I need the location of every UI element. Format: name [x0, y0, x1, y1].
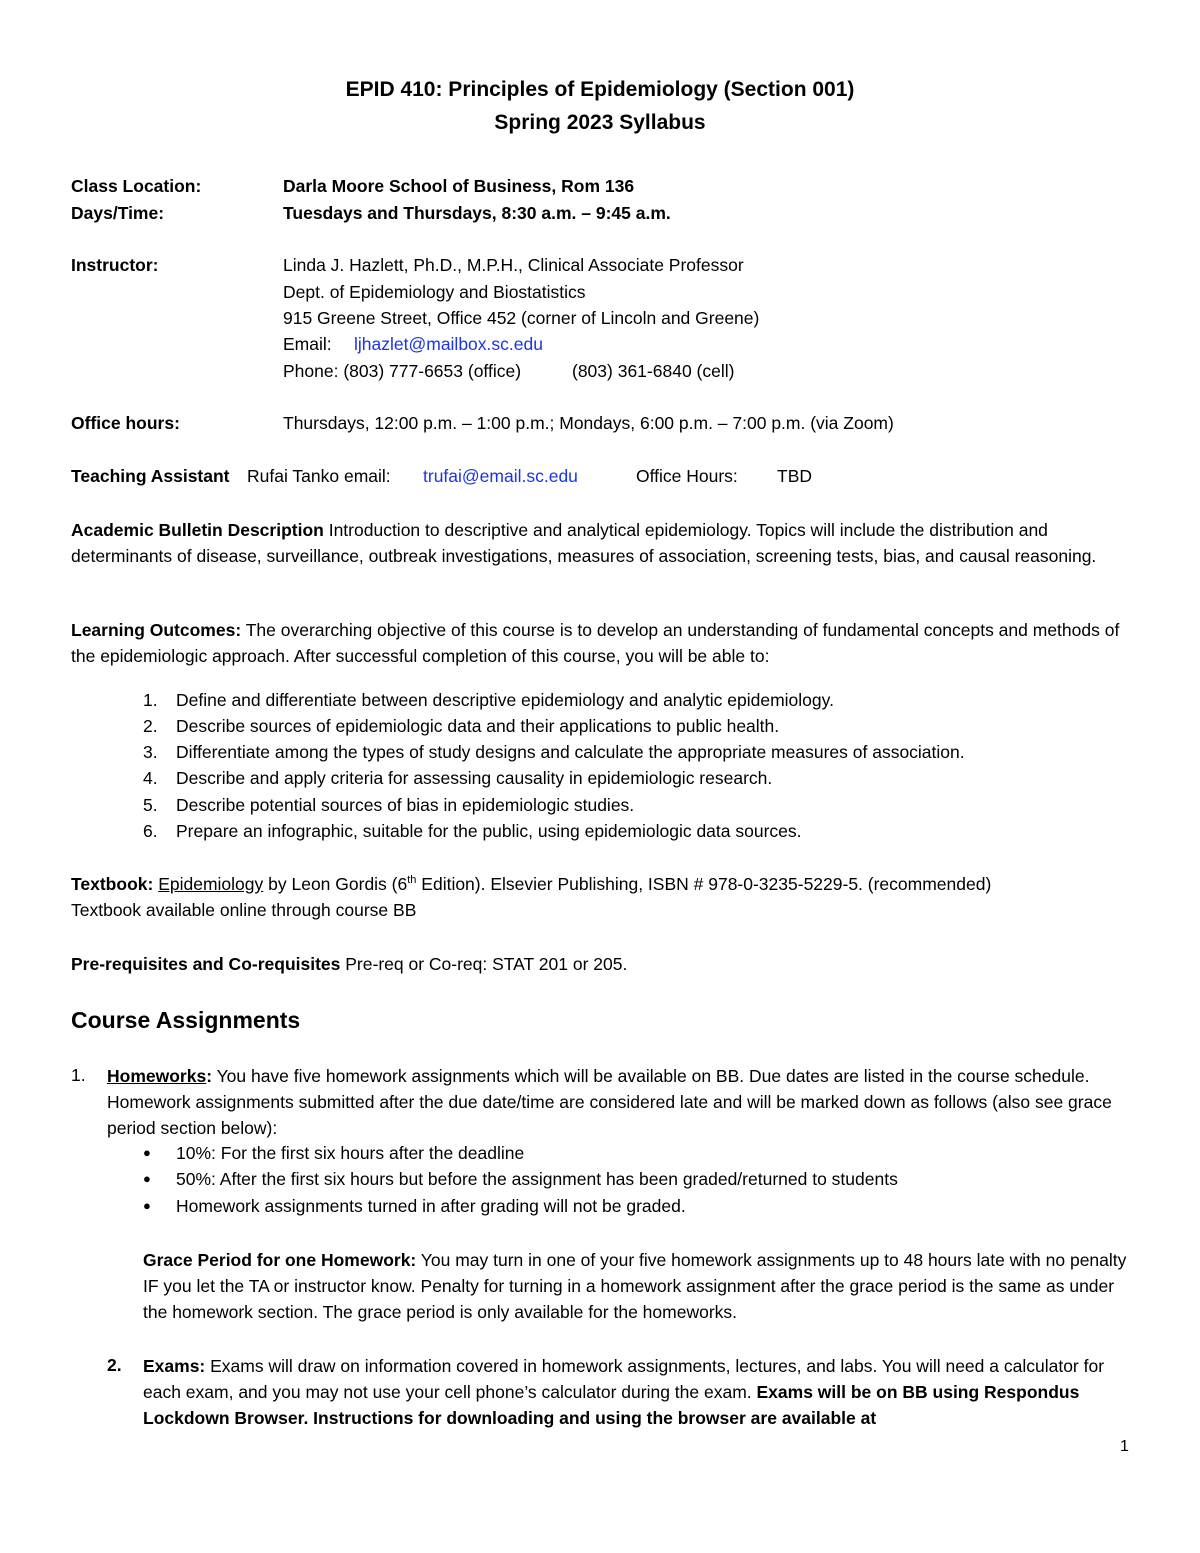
instructor-office: 915 Greene Street, Office 452 (corner of Lincoln and Greene)	[283, 308, 760, 328]
homework-number: 1.	[71, 1065, 86, 1085]
textbook-availability: Textbook available online through course BB	[71, 900, 417, 920]
instructor-phone-office: Phone: (803) 777-6653 (office)	[283, 361, 522, 381]
outcome-number: 3.	[143, 742, 158, 762]
textbook-text-a: by Leon Gordis (6	[263, 874, 408, 894]
class-location-label: Class Location:	[71, 176, 202, 196]
ta-label: Teaching Assistant	[71, 466, 230, 486]
outcome-number: 6.	[143, 821, 158, 841]
instructor-label: Instructor:	[71, 255, 159, 275]
instructor-email-label: Email:	[283, 334, 332, 354]
textbook-line	[71, 874, 991, 895]
grace-period	[143, 1247, 1133, 1325]
textbook-label: Textbook:	[71, 874, 154, 894]
exams-description	[143, 1353, 1133, 1431]
page-number: 1	[1120, 1438, 1129, 1455]
outcome-item: Differentiate among the types of study designs and calculate the appropriate measures of association.	[176, 742, 965, 762]
instructor-email-link[interactable]: ljhazlet@mailbox.sc.edu	[354, 334, 543, 354]
outcome-number: 4.	[143, 768, 158, 788]
office-hours-label: Office hours:	[71, 413, 180, 433]
outcome-item: Describe sources of epidemiologic data and their applications to public health.	[176, 716, 780, 736]
course-assignments-heading: Course Assignments	[71, 1007, 301, 1033]
learning-outcomes	[71, 617, 1131, 669]
outcome-item: Define and differentiate between descriptive epidemiology and analytic epidemiology.	[176, 690, 834, 710]
document-subtitle: Spring 2023 Syllabus	[494, 111, 706, 134]
textbook-title: Epidemiology	[158, 874, 264, 894]
days-time-value: Tuesdays and Thursdays, 8:30 a.m. – 9:45 a.m.	[283, 203, 671, 223]
document-title: EPID 410: Principles of Epidemiology (Section 001)	[345, 78, 855, 101]
outcome-item: Prepare an infographic, suitable for the public, using epidemiologic data sources.	[176, 821, 802, 841]
exams-number: 2.	[107, 1355, 122, 1375]
prerequisites	[71, 954, 627, 975]
outcomes-label: Learning Outcomes:	[71, 620, 242, 640]
homework-colon: :	[206, 1066, 213, 1086]
outcome-item: Describe and apply criteria for assessing causality in epidemiologic research.	[176, 768, 773, 788]
instructor-name: Linda J. Hazlett, Ph.D., M.P.H., Clinical Associate Professor	[283, 255, 744, 275]
bulletin-description	[71, 517, 1131, 569]
prereq-text: Pre-req or Co-req: STAT 201 or 205.	[340, 954, 628, 974]
days-time-label: Days/Time:	[71, 203, 165, 223]
bullet-icon: ●	[143, 1171, 151, 1186]
textbook-text-b: Edition). Elsevier Publishing, ISBN # 978-0-3235-5229-5. (recommended)	[416, 874, 992, 894]
homework-penalty-item: 10%: For the first six hours after the deadline	[176, 1143, 525, 1163]
outcome-number: 1.	[143, 690, 158, 710]
outcome-number: 2.	[143, 716, 158, 736]
office-hours-value: Thursdays, 12:00 p.m. – 1:00 p.m.; Mondays, 6:00 p.m. – 7:00 p.m. (via Zoom)	[283, 413, 894, 433]
instructor-department: Dept. of Epidemiology and Biostatistics	[283, 282, 586, 302]
exams-label: Exams:	[143, 1356, 206, 1376]
instructor-phone-cell: (803) 361-6840 (cell)	[572, 361, 735, 381]
ta-name: Rufai Tanko email:	[247, 466, 391, 486]
prereq-label: Pre-requisites and Co-requisites	[71, 954, 341, 974]
homework-penalty-item: 50%: After the first six hours but before the assignment has been graded/returned to students	[176, 1169, 898, 1189]
bulletin-label: Academic Bulletin Description	[71, 520, 324, 540]
homework-penalty-item: Homework assignments turned in after grading will not be graded.	[176, 1196, 686, 1216]
grace-text: You may turn in one of your five homework assignments up to 48 hours late with no penalty IF you let the TA or instructor know. Penalty for turning in a homework assignment after the grace period is the same as under the homework section. The grace period is only available for the homeworks.	[143, 1250, 1127, 1322]
textbook-edition-sup: th	[407, 874, 417, 887]
exams-bold-text: Exams will be on BB using Respondus Lockdown Browser. Instructions for downloading and using the browser are available at	[143, 1382, 1080, 1428]
outcome-item: Describe potential sources of bias in epidemiologic studies.	[176, 795, 635, 815]
ta-office-hours-label: Office Hours:	[636, 466, 738, 486]
bullet-icon: ●	[143, 1145, 151, 1160]
homework-description	[107, 1063, 1132, 1141]
outcome-number: 5.	[143, 795, 158, 815]
ta-office-hours-value: TBD	[777, 466, 812, 486]
bullet-icon: ●	[143, 1198, 151, 1213]
class-location-value: Darla Moore School of Business, Rom 136	[283, 176, 635, 196]
homework-label: Homeworks	[107, 1066, 207, 1086]
exams-text: Exams will draw on information covered in homework assignments, lectures, and labs. You will need a calculator for each exam, and you may not use your cell phone’s calculator during the exam.	[143, 1356, 1105, 1402]
homework-text: You have five homework assignments which will be available on BB. Due dates are listed in the course schedule. Homework assignments submitted after the due date/time are considered late and will be marked down as follows (also see grace period section below):	[107, 1066, 1112, 1138]
outcomes-text: The overarching objective of this course is to develop an understanding of fundamental concepts and methods of the epidemiologic approach. After successful completion of this course, you will be able to:	[71, 620, 1120, 666]
bulletin-text: Introduction to descriptive and analytical epidemiology. Topics will include the distribution and determinants of disease, surveillance, outbreak investigations, measures of association, screening tests, bias, and causal reasoning.	[71, 520, 1097, 566]
ta-email-link[interactable]: trufai@email.sc.edu	[423, 466, 578, 486]
grace-label: Grace Period for one Homework:	[143, 1250, 417, 1270]
